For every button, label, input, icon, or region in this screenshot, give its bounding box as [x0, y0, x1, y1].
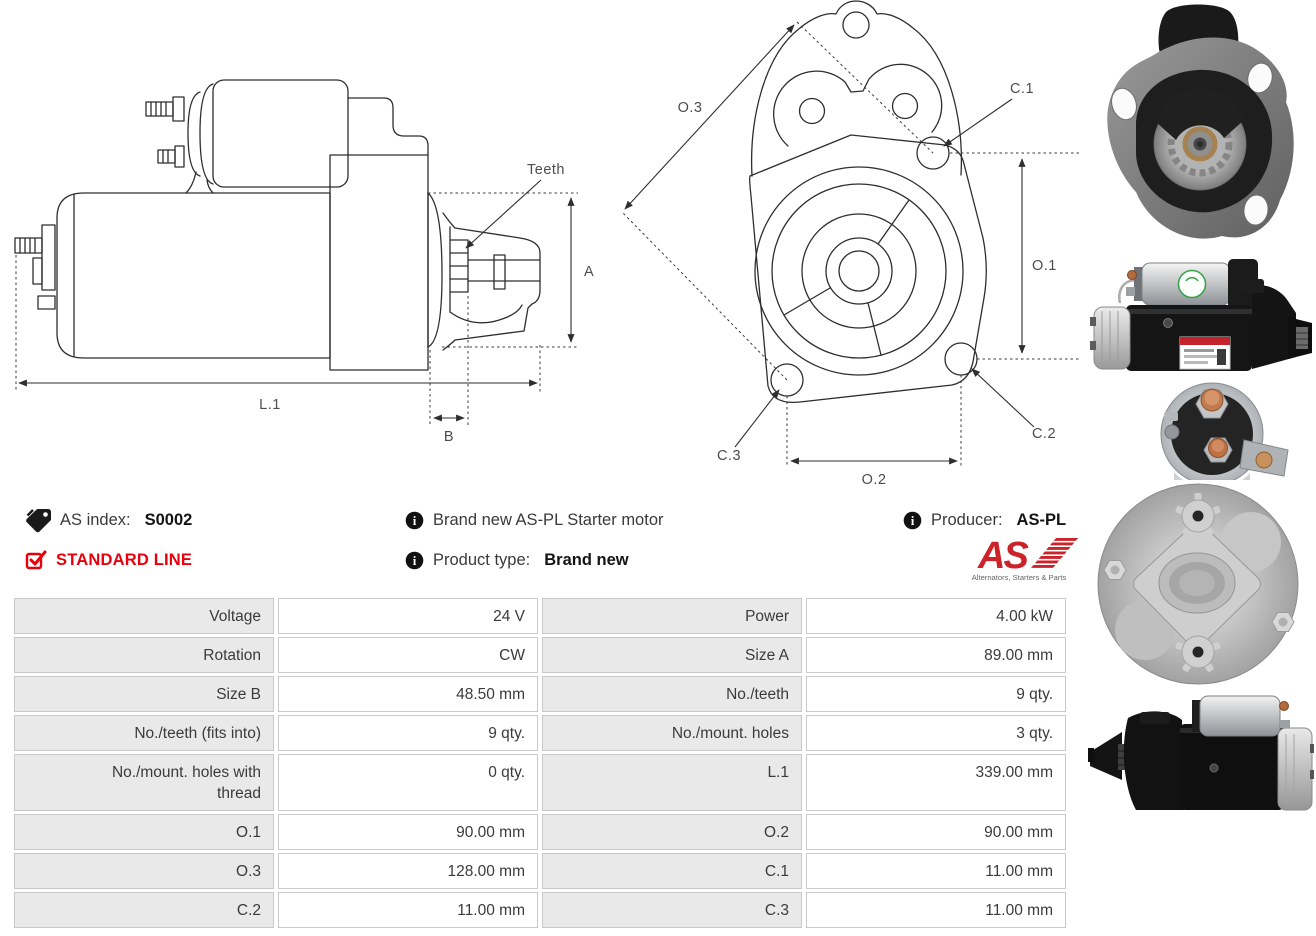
svg-text:i: i	[910, 512, 915, 528]
product-photo-front-flange-view[interactable]	[1092, 4, 1304, 254]
product-photo-side-view-drive-right[interactable]	[1090, 255, 1312, 373]
spec-value-cell: 3 qty.	[806, 715, 1066, 751]
dim-label-o1: O.1	[1032, 258, 1057, 274]
spec-table	[14, 598, 1066, 928]
spec-label-cell: No./mount. holes with thread	[14, 754, 274, 811]
svg-text:i: i	[412, 512, 417, 528]
standard-line-row	[25, 549, 192, 571]
side-view-extension-lines	[16, 193, 578, 426]
spec-value-cell: 339.00 mm	[806, 754, 1066, 811]
spec-value-cell: 90.00 mm	[278, 814, 538, 850]
standard-line-label: STANDARD LINE	[56, 550, 193, 569]
front-view-dimension-lines	[625, 25, 1034, 461]
spec-label-cell: No./teeth	[542, 676, 802, 712]
as-pl-logo	[960, 531, 1078, 583]
spec-value-cell: 4.00 kW	[806, 598, 1066, 634]
dim-label-o3: O.3	[677, 100, 703, 116]
dim-label-c2: C.2	[1031, 426, 1057, 442]
producer-label: Producer:	[931, 510, 1003, 529]
technical-drawing-front-view	[610, 0, 1085, 500]
starter-front-outline	[750, 1, 987, 402]
spec-value-cell: 48.50 mm	[278, 676, 538, 712]
description-text: Brand new AS-PL Starter motor	[433, 510, 664, 529]
logo-tagline: Alternators, Starters & Parts	[971, 573, 1067, 582]
spec-value-cell: 9 qty.	[278, 715, 538, 751]
spec-label-cell: C.1	[542, 853, 802, 889]
info-icon	[405, 511, 424, 530]
spec-value-cell: 11.00 mm	[806, 892, 1066, 928]
spec-label-cell: Voltage	[14, 598, 274, 634]
tag-icon	[25, 507, 51, 533]
product-type-value: Brand new	[544, 550, 629, 569]
spec-label-cell: O.1	[14, 814, 274, 850]
product-photo-solenoid-terminals-view[interactable]	[1138, 376, 1302, 480]
product-type-row	[405, 549, 629, 571]
svg-text:i: i	[412, 552, 417, 568]
info-icon	[903, 511, 922, 530]
dim-label-c3: C.3	[716, 448, 742, 464]
dim-label-o2: O.2	[861, 472, 887, 488]
starter-side-outline	[15, 80, 540, 370]
side-view-dimension-lines	[19, 180, 571, 418]
spec-label-cell: No./mount. holes	[542, 715, 802, 751]
logo-as-text: AS	[978, 535, 1027, 577]
spec-label-cell: C.3	[542, 892, 802, 928]
dim-label-b: B	[443, 429, 455, 445]
dim-label-teeth: Teeth	[527, 162, 565, 178]
spec-value-cell: CW	[278, 637, 538, 673]
product-type-label: Product type:	[433, 550, 531, 569]
spec-label-cell: Size B	[14, 676, 274, 712]
dim-label-l1: L.1	[259, 397, 281, 413]
as-index-value: S0002	[144, 510, 193, 529]
info-icon	[405, 551, 424, 570]
spec-value-cell: 89.00 mm	[806, 637, 1066, 673]
spec-value-cell: 24 V	[278, 598, 538, 634]
spec-value-cell: 11.00 mm	[278, 892, 538, 928]
spec-value-cell: 90.00 mm	[806, 814, 1066, 850]
as-index-row	[25, 509, 192, 531]
technical-drawing-side-view	[0, 0, 610, 460]
dim-label-a: A	[584, 264, 595, 280]
spec-label-cell: Size A	[542, 637, 802, 673]
spec-label-cell: No./teeth (fits into)	[14, 715, 274, 751]
product-photo-rear-end-plate-view[interactable]	[1088, 478, 1310, 692]
description-row	[405, 509, 664, 531]
spec-label-cell: Power	[542, 598, 802, 634]
spec-label-cell: L.1	[542, 754, 802, 811]
product-photo-side-view-drive-left[interactable]	[1088, 692, 1314, 816]
spec-label-cell: C.2	[14, 892, 274, 928]
as-index-label: AS index:	[60, 510, 131, 529]
spec-label-cell: O.2	[542, 814, 802, 850]
spec-value-cell: 9 qty.	[806, 676, 1066, 712]
producer-value: AS-PL	[1016, 510, 1067, 529]
producer-row	[903, 509, 1066, 531]
checkbox-checked-icon	[25, 549, 47, 571]
spec-value-cell: 11.00 mm	[806, 853, 1066, 889]
spec-value-cell: 0 qty.	[278, 754, 538, 811]
logo-stripes	[1031, 538, 1078, 568]
dim-label-c1: C.1	[1009, 81, 1035, 97]
spec-value-cell: 128.00 mm	[278, 853, 538, 889]
spec-label-cell: Rotation	[14, 637, 274, 673]
spec-label-cell: O.3	[14, 853, 274, 889]
